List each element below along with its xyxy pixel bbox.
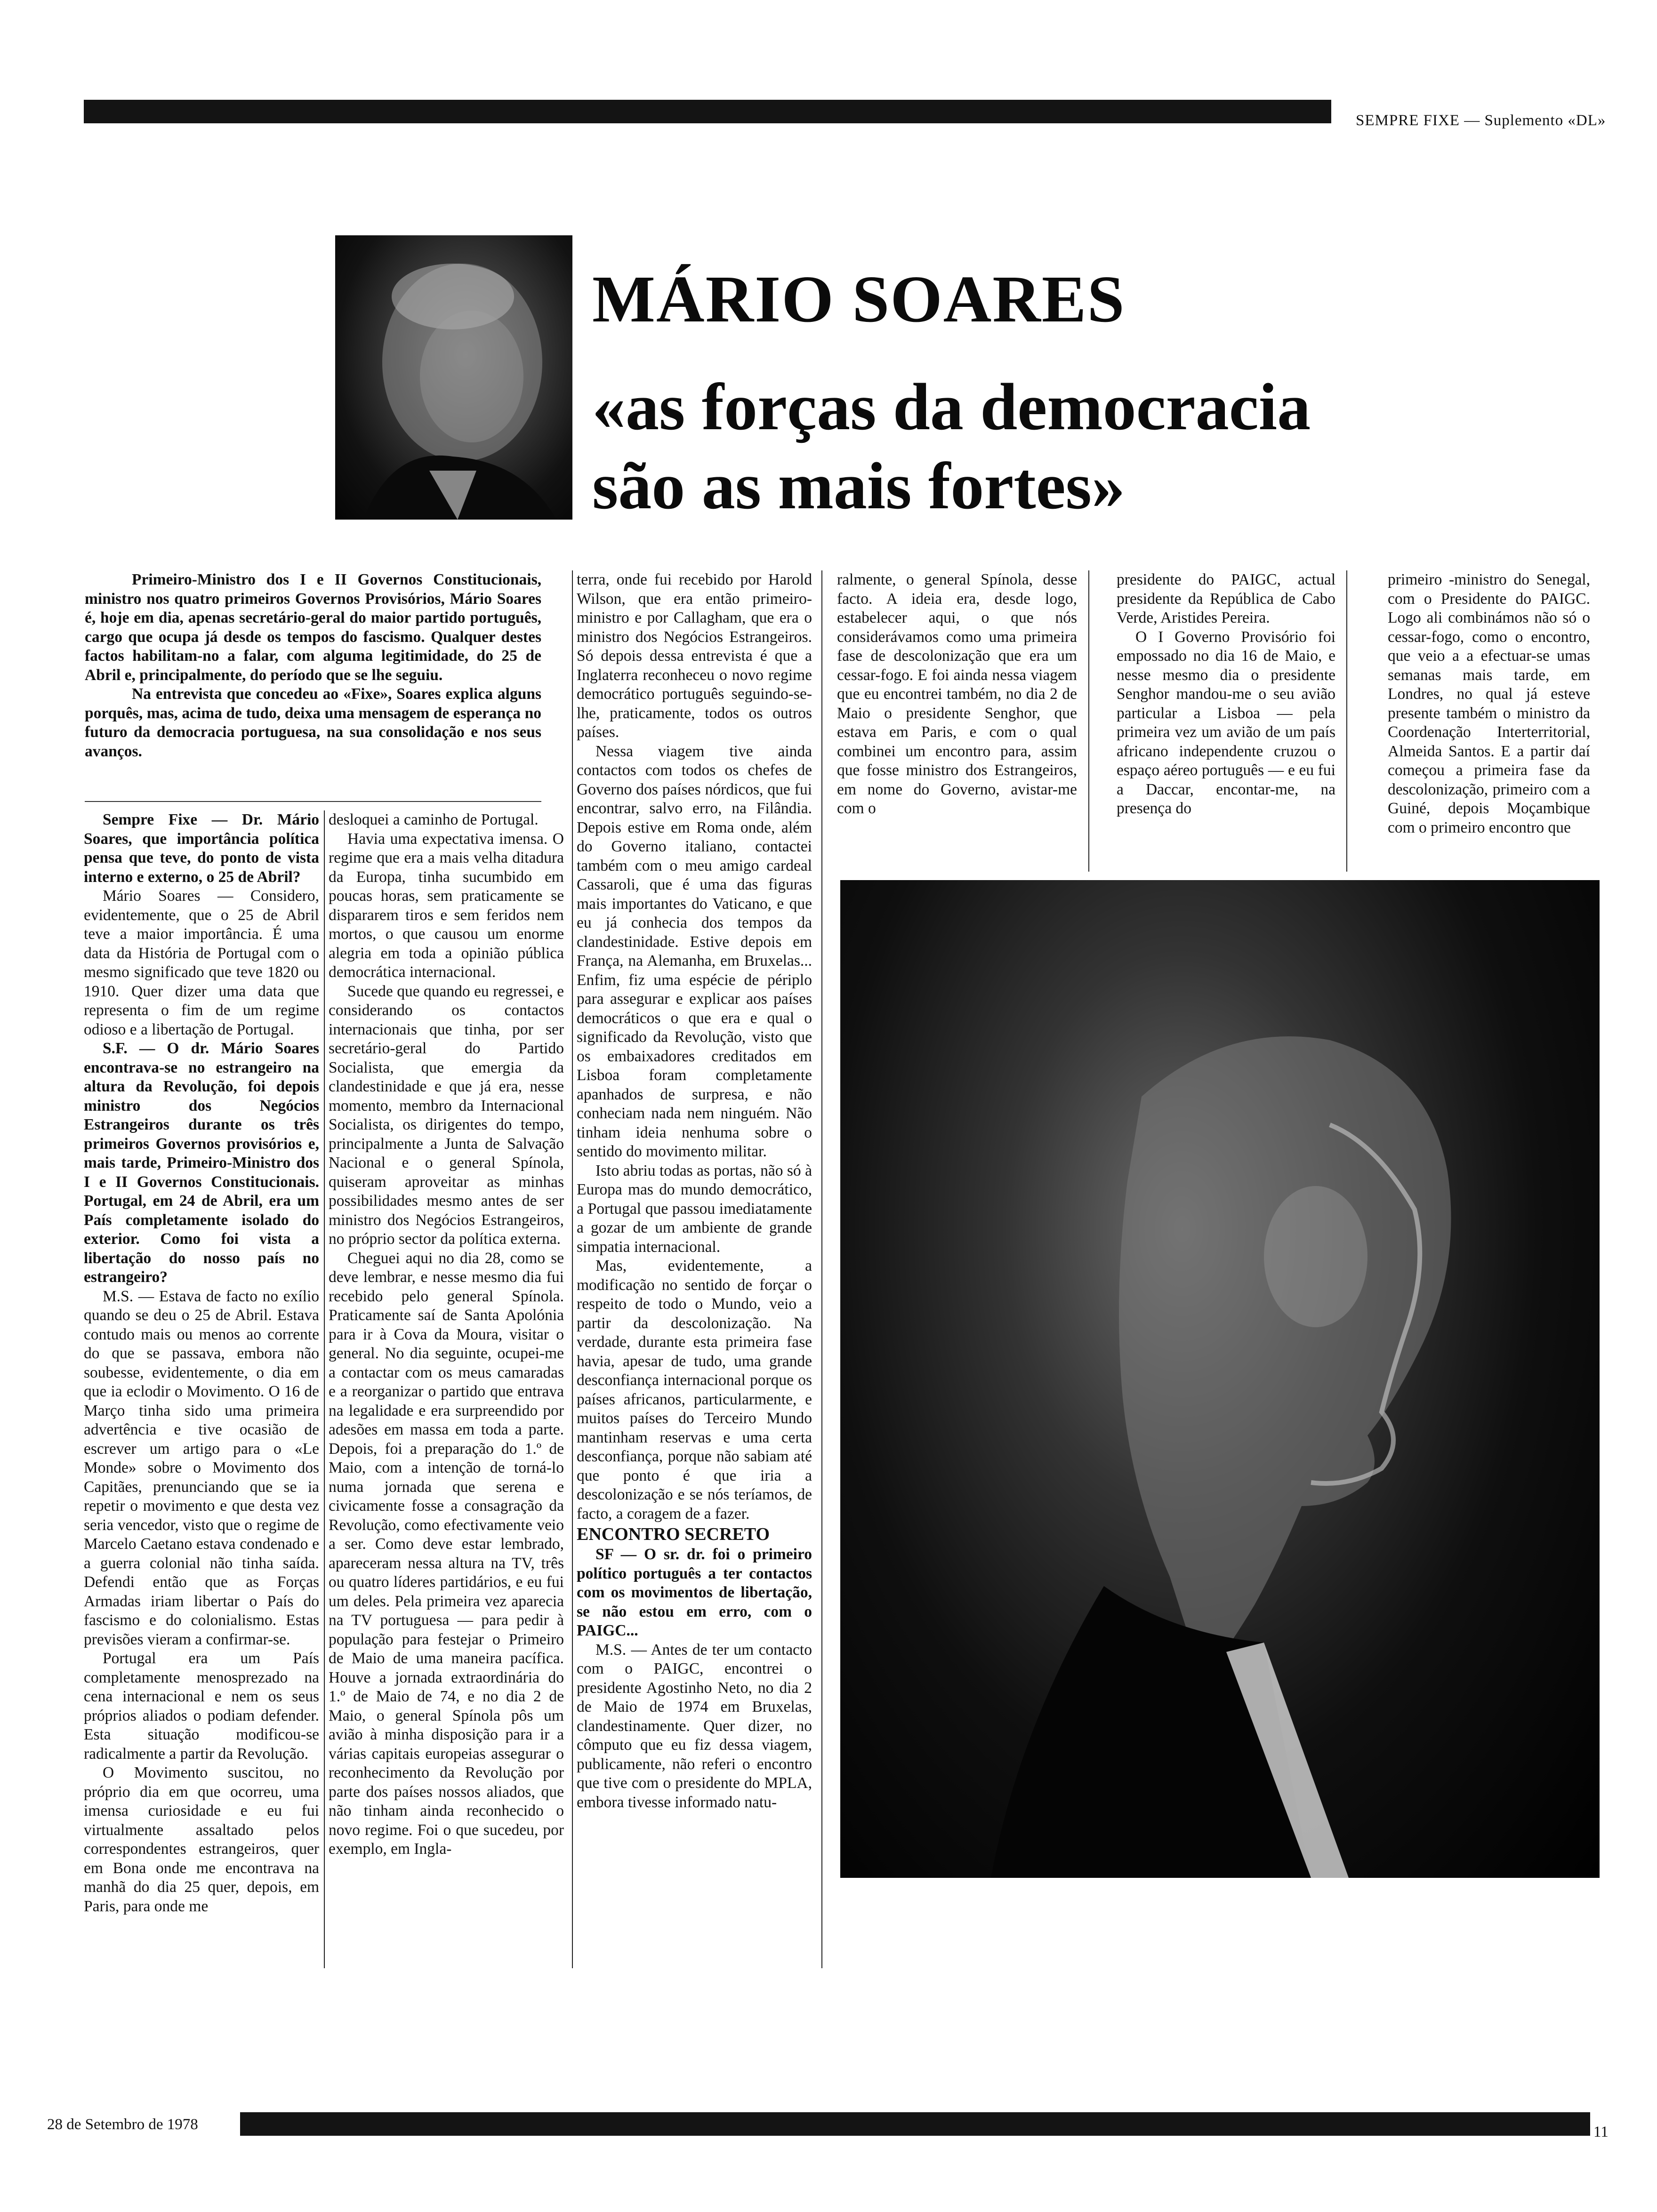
paragraph: ralmente, o general Spínola, desse facto. A ideia era, desde logo, estabelecer aqui, o que nós considerávamos como uma primeira fase de descolonização que era um cessar-fogo. E foi ainda nessa viagem que eu encontrei também, no dia 2 de Maio o presidente Senghor, que estava em Paris, e com o qual combinei um encontro para, assim que fosse ministro dos Estrangeiros, em nome do Governo, avistar-me com o [837,571,1077,817]
article-lede [85,570,541,761]
paragraph: Mas, evidentemente, a modificação no sentido de forçar o respeito de todo o Mundo, veio a partir da descolonização. Na verdade, durante esta primeira fase havia, apesar de tudo, uma grande desconfiança internacional porque os países africanos, particularmente, e muitos países do Terceiro Mundo mantinham reservas e uma certa desconfiança, porque não sabiam até que ponto é que iria a descolonização e se nós teríamos, de facto, a coragem de a fazer. [577,1257,812,1523]
question-1 [84,810,319,887]
paragraph: O Movimento suscitou, no próprio dia em que ocorreu, uma imensa curiosidade e eu fui virtualmente assaltado pelos correspondentes estrangeiros, quer em Bona onde me encontrava na manhã do dia 25 quer, depois, em Paris, para onde me [84,1764,319,1915]
headline [592,264,1311,525]
column-rule [1088,570,1089,872]
answer-1: Mário Soares — Considero, evidentemente, que o 25 de Abril teve a maior importância. É uma data da História de Portugal com o mesmo significado que teve 1820 ou 1910. Quer dizer uma data que representa o fim de um regime odioso e a libertação de Portugal. [84,887,319,1038]
bottom-rule-bar [240,2112,1590,2136]
headline-name: MÁRIO SOARES [592,262,1126,336]
paragraph: primeiro -ministro do Senegal, com o Presidente do PAIGC. Logo ali combinámos não só o cessar-fogo, como o encontro, que veio a a efectuar-se umas semanas mais tarde, em Londres, no qual já esteve presente também o ministro da Coordenação Interterritorial, Almeida Santos. E a partir daí começou a primeira fase da descolonização, primeiro com a Guiné, depois Moçambique com o primeiro encontro que [1388,571,1590,836]
answer-3: M.S. — Antes de ter um contacto com o PAIGC, encontrei o presidente Agostinho Neto, no dia 2 de Maio de 1974 em Bruxelas, clandestinamente. Quer dizer, no cômputo que eu fiz dessa viagem, publicamente, não referi o encontro que tive com o presidente do MPLA, embora tivesse informado natu- [577,1641,812,1811]
headline-subtitle-line1: «as forças da democracia [592,369,1311,444]
headline-subtitle-line2: são as mais fortes» [592,449,1125,523]
portrait-photo-art [335,235,572,520]
paragraph: O I Governo Provisório foi empossado no dia 16 de Maio, e nesse mesmo dia o presidente Senghor mandou-me o seu avião particular a Lisboa — pela primeira vez um avião de um país africano independente cruzou o espaço aéreo português — e eu fui a Daccar, encontar-me, na presença do [1117,628,1335,817]
headline-subtitle [592,367,1311,525]
question-2: S.F. — O dr. Mário Soares encontrava-se no estrangeiro na altura da Revolução, foi depois ministro dos Negócios Estrangeiros durante os três primeiros Governos provisórios e, mais tarde, Primeiro-Ministro dos I e II Governos Constitucionais. Portugal, em 24 de Abril, era um País completamente isolado do exterior. Como foi vista a libertação do nosso país no estrangeiro? [84,1040,319,1286]
article-column-1 [84,810,319,1916]
article-column-3 [577,570,812,1812]
section-subhead: ENCONTRO SECRETO [577,1524,770,1544]
column-rule [324,810,325,1968]
article-column-4 [837,570,1077,818]
top-rule-bar [84,100,1331,123]
article-column-6 [1388,570,1590,837]
lede-paragraph-2: Na entrevista que concedeu ao «Fixe», Soares explica alguns porquês, mas, acima de tudo, deixa uma mensagem de esperança no futuro da democracia portuguesa, na sua consolidação e nos seus avanços. [85,685,541,760]
page-number: 11 [1593,2124,1609,2140]
paragraph: desloquei a caminho de Portugal. [329,811,539,828]
question-3: SF — O sr. dr. foi o primeiro político português a ter contactos com os movimentos de libertação, se não estou em erro, com o PAIGC... [577,1546,812,1639]
paragraph: Sucede que quando eu regressei, e considerando os contactos internacionais que tinha, por ser secretário-geral do Partido Socialista, que emergia da clandestinidade e que já era, nesse momento, membro da Internacional Socialista, os dirigentes do tempo, principalmente a Junta de Salvação Nacional e o general Spínola, quiseram aproveitar as minhas possibilidades mesmo antes de ser ministro dos Negócios Estrangeiros, no próprio sector da política externa. [329,982,564,1248]
answer-2: M.S. — Estava de facto no exílio quando se deu o 25 de Abril. Estava contudo mais ou menos ao corrente do que se passava, embora não soubesse, evidentemente, o dia em que ia eclodir o Movimento. O 16 de Março tinha sido uma primeira advertência e tive ocasião de escrever um artigo para o «Le Monde» sobre o Movimento dos Capitães, prenunciando que se ia repetir o movimento e que desta vez seria vencedor, visto que o regime de Marcelo Caetano estava condenado e a guerra colonial não tinha saída. Defendi então que as Forças Armadas iriam libertar o País do fascismo e do colonialismo. Estas previsões vieram a confirmar-se. [84,1287,319,1648]
paragraph: Portugal era um País completamente menosprezado na cena internacional e nem os seus próprios aliados o podiam defender. Esta situação modificou-se radicalmente a partir da Revolução. [84,1650,319,1763]
paragraph: presidente do PAIGC, actual presidente da República de Cabo Verde, Aristides Pereira. [1117,571,1335,626]
paragraph: Havia uma expectativa imensa. O regime que era a mais velha ditadura da Europa, tinha sucumbido em poucas horas, sem praticamente se dispararem tiros e sem feridos nem mortos, o que causou um enorme alegria em toda a opinião pública democrática internacional. [329,830,564,981]
article-column-5 [1117,570,1335,818]
profile-photo [840,880,1600,1878]
question-1-text: Sempre Fixe — Dr. Mário Soares, que importância política pensa que teve, do ponto de vista interno e externo, o 25 de Abril? [84,811,319,886]
column-rule [1346,570,1347,872]
issue-date: 28 de Setembro de 1978 [47,2116,198,2133]
running-head: SEMPRE FIXE — Suplemento «DL» [1356,112,1606,129]
paragraph: Nessa viagem tive ainda contactos com todos os chefes de Governo dos países nórdicos, que fui encontrar, salvo erro, na Filândia. Depois estive em Roma onde, além do Governo italiano, contactei também com o meu amigo cardeal Cassaroli, que é uma das figuras mais importantes do Vaticano, e que eu já conhecia dos tempos da clandestinidade. Estive depois em França, na Alemanha, em Bruxelas... Enfim, fiz uma espécie de périplo para assegurar e explicar aos países democráticos o que era e qual o significado da Revolução, visto que os embaixadores creditados em Lisboa foram completamente apanhados de surpresa, e não conheciam nada nem ninguém. Não tinham ideia nenhuma sobre o sentido do movimento militar. [577,742,812,1160]
paragraph: Isto abriu todas as portas, não só à Europa mas do mundo democrático, a Portugal que passou imediatamente a gozar de um ambiente de grande simpatia internacional. [577,1162,812,1256]
article-column-2 [329,810,564,1859]
lede-divider [85,801,541,802]
profile-photo-art [840,880,1600,1878]
paragraph: Cheguei aqui no dia 28, como se deve lembrar, e nesse mesmo dia fui recebido pelo general Spínola. Praticamente saí de Santa Apolónia para ir à Cova da Moura, visitar o general. No dia seguinte, ocupei-me a contactar com os meus camaradas e a reorganizar o partido que entrava na legalidade e era surpreendido por adesões em massa em toda a parte. Depois, foi a preparação do 1.º de Maio, com a intenção de torná-lo numa jornada que serena e civicamente fosse a consagração da Revolução, como efectivamente veio a ser. Como deve estar lembrado, apareceram nessa altura na TV, três ou quatro líderes partidários, e eu fui um deles. Pela primeira vez aparecia na TV portuguesa — para pedir à população para festejar o Primeiro de Maio de uma maneira pacífica. Houve a jornada extraordinária do 1.º de Maio de 74, e no dia 2 de Maio, o general Spínola pôs um avião à minha disposição para ir a várias capitais europeias assegurar o reconhecimento da Revolução por parte dos países nossos aliados, que não tinham ainda reconhecido o novo regime. Foi o que sucedeu, por exemplo, em Ingla- [329,1249,564,1858]
column-rule [821,570,822,1968]
paragraph: terra, onde fui recebido por Harold Wilson, que era então primeiro-ministro e por Callagham, que era o ministro dos Negócios Estrangeiros. Só depois dessa entrevista é que a Inglaterra reconheceu o novo regime democrático português seguindo-se-lhe, praticamente, todos os outros países. [577,571,812,741]
column-rule [572,570,573,1968]
lede-paragraph-1: Primeiro-Ministro dos I e II Governos Constitucionais, ministro nos quatro primeiros Governos Provisórios, Mário Soares é, hoje em dia, apenas secretário-geral do maior partido português, cargo que ocupa já desde os tempos do fascismo. Qualquer destes factos habilitam-no a falar, com alguma legitimidade, do 25 de Abril e, principalmente, do período que se lhe seguiu. [85,571,541,684]
portrait-photo [335,235,572,520]
